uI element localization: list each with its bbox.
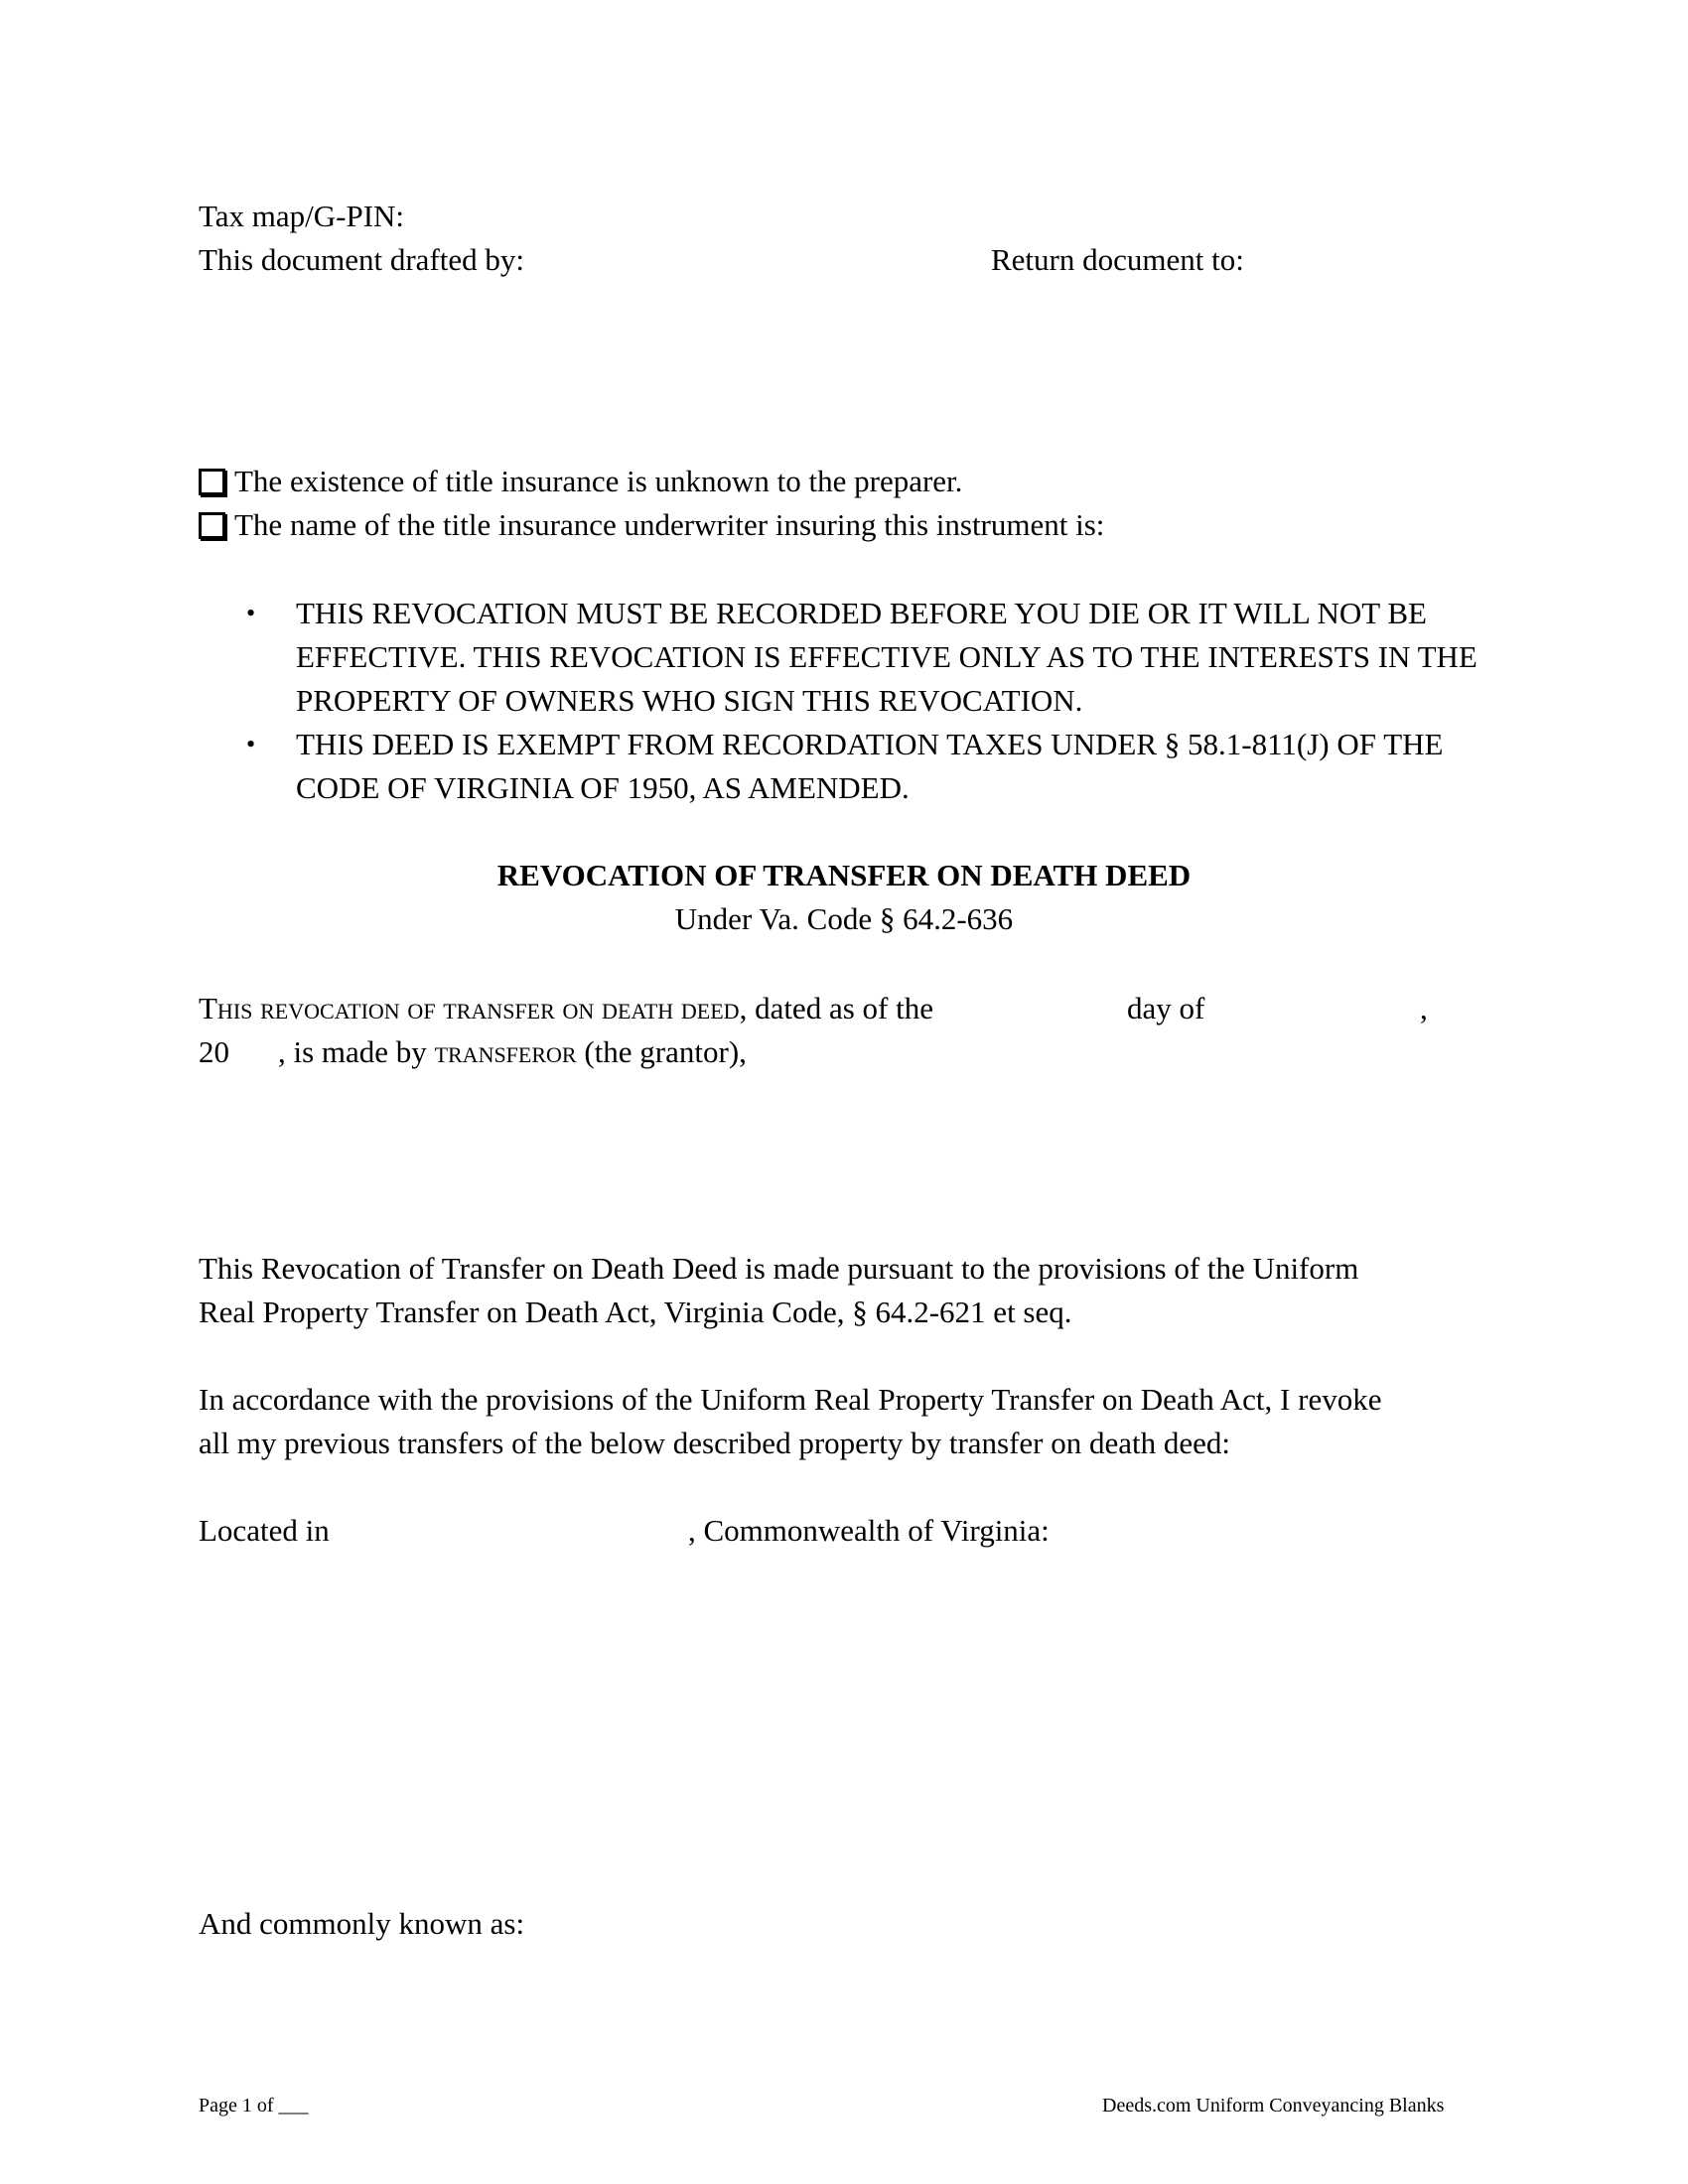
intro-year-prefix: 20 — [199, 1034, 229, 1069]
intro-grantor: (the grantor), — [584, 1034, 747, 1069]
notice-item — [246, 592, 1477, 723]
notice-item — [246, 723, 1477, 810]
title-insurance-underwriter-row — [199, 503, 1104, 547]
title-insurance-underwriter-label: The name of the title insurance underwriter insuring this instrument is: — [234, 507, 1105, 542]
commonwealth-label: , Commonwealth of Virginia: — [688, 1513, 1050, 1548]
notice-text: THIS REVOCATION MUST BE RECORDED BEFORE YOU DIE OR IT WILL NOT BE EFFECTIVE. THIS REVOCATION IS EFFECTIVE ONLY AS TO THE INTERESTS IN THE PROPERTY OF OWNERS WHO SIGN THIS REVOCATION. — [296, 596, 1477, 718]
return-to-label: Return document to: — [991, 242, 1244, 277]
title-insurance-unknown-row — [199, 460, 962, 503]
document-subtitle: Under Va. Code § 64.2-636 — [674, 901, 1014, 936]
title-insurance-unknown-checkbox[interactable] — [199, 469, 225, 495]
intro-comma: , — [1420, 991, 1428, 1025]
page-number: Page 1 of ___ — [199, 2095, 309, 2116]
pursuant-line-2: Real Property Transfer on Death Act, Virginia Code, § 64.2-621 et seq. — [199, 1295, 1072, 1329]
title-insurance-unknown-label: The existence of title insurance is unknown to the preparer. — [234, 464, 963, 498]
intro-line-2 — [278, 1030, 747, 1074]
intro-made-by: , is made by — [278, 1034, 427, 1069]
title-insurance-underwriter-checkbox[interactable] — [199, 512, 225, 539]
intro-dated: , dated as of the — [739, 991, 933, 1025]
tax-map-label: Tax map/G-PIN: — [199, 199, 405, 233]
bullet-icon: • — [246, 599, 256, 627]
bullet-icon: • — [246, 730, 256, 758]
intro-day-of: day of — [1127, 991, 1205, 1025]
footer-brand: Deeds.com Uniform Conveyancing Blanks — [1102, 2095, 1445, 2116]
located-in-label: Located in — [199, 1513, 330, 1548]
pursuant-line-1: This Revocation of Transfer on Death Deed is made pursuant to the provisions of the Uniform — [199, 1251, 1359, 1286]
drafted-by-label: This document drafted by: — [199, 242, 524, 277]
revoke-line-2: all my previous transfers of the below described property by transfer on death deed: — [199, 1426, 1231, 1460]
notice-text: THIS DEED IS EXEMPT FROM RECORDATION TAXES UNDER § 58.1-811(J) OF THE CODE OF VIRGINIA OF 1950, AS AMENDED. — [296, 727, 1444, 805]
revoke-line-1: In accordance with the provisions of the Uniform Real Property Transfer on Death Act, I revoke — [199, 1382, 1382, 1417]
commonly-known-label: And commonly known as: — [199, 1906, 525, 1941]
intro-transferor: transferor — [434, 1034, 577, 1069]
notice-list — [246, 592, 1477, 810]
intro-lead: This revocation of transfer on death deed — [199, 991, 740, 1025]
document-title: REVOCATION OF TRANSFER ON DEATH DEED — [496, 858, 1192, 892]
intro-line-1 — [199, 987, 933, 1030]
